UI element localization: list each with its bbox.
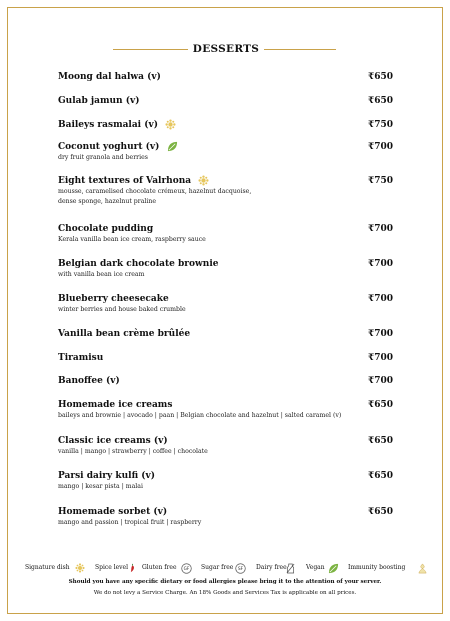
item-price: ₹700 (367, 376, 393, 386)
section-title: DESSERTS (192, 43, 260, 55)
menu-item (58, 375, 393, 387)
item-price: ₹650 (367, 96, 393, 106)
menu-item (58, 399, 393, 421)
legend-signature-label: Signature dish (25, 564, 70, 571)
legend-sugar-label: Sugar free (201, 564, 234, 571)
menu-item (58, 506, 393, 528)
item-name: Homemade ice creams (58, 400, 173, 410)
item-description: dry fruit granola and berries (58, 154, 148, 161)
dairy-free-icon (286, 563, 295, 574)
item-price: ₹650 (367, 400, 393, 410)
menu-item (58, 435, 393, 457)
vegan-leaf-icon (167, 141, 178, 152)
item-name-row (58, 175, 393, 187)
gluten-free-icon (181, 563, 192, 574)
item-description: with vanilla bean ice cream (58, 271, 145, 278)
immunity-icon (417, 563, 428, 574)
section-header (0, 43, 450, 57)
item-price: ₹700 (367, 224, 393, 234)
menu-item (58, 119, 393, 131)
item-description: baileys and brownie | avocado | paan | Belgian chocolate and hazelnut | salted caramel (v) (58, 412, 342, 419)
menu-item (58, 95, 393, 107)
item-name: Tiramisu (58, 353, 104, 363)
sugar-free-icon (235, 563, 246, 574)
item-description: mango | kesar pista | malai (58, 483, 143, 490)
menu-item (58, 328, 393, 340)
item-name: Classic ice creams (v) (58, 436, 168, 446)
item-name: Chocolate pudding (58, 224, 154, 234)
item-price: ₹650 (367, 436, 393, 446)
legend-spice-label: Spice level (95, 564, 129, 571)
item-description: mango and passion | tropical fruit | raspberry (58, 519, 202, 526)
item-description: winter berries and house baked crumble (58, 306, 186, 313)
item-price: ₹650 (367, 507, 393, 517)
item-price: ₹750 (367, 120, 393, 130)
item-name: Belgian dark chocolate brownie (58, 259, 219, 269)
item-price: ₹750 (367, 176, 393, 186)
item-price: ₹700 (367, 353, 393, 363)
item-price: ₹650 (367, 72, 393, 82)
item-name: Vanilla bean crème brûlée (58, 329, 191, 339)
item-name-row (58, 141, 393, 153)
item-name: Eight textures of Valrhona (58, 176, 192, 186)
allergy-note: Should you have any specific dietary or food allergies please bring it to the attention of your server. (68, 579, 382, 585)
item-name: Coconut yoghurt (v) (58, 142, 160, 152)
tax-note: We do not levy a Service Charge. An 18% Goods and Services Tax is applicable on all prices. (93, 590, 357, 596)
menu-item (58, 223, 393, 245)
menu-item (58, 141, 393, 163)
menu-item (58, 175, 393, 206)
vegan-leaf-icon (328, 563, 339, 574)
item-name-row (58, 119, 393, 131)
item-description: mousse, caramelised chocolate crémeux, hazelnut dacquoise, (58, 188, 252, 195)
legend-gluten-label: Gluten free (142, 564, 177, 571)
dietary-legend (25, 563, 435, 575)
item-name: Blueberry cheesecake (58, 294, 169, 304)
item-description-line2: dense sponge, hazelnut praline (58, 197, 157, 205)
menu-item (58, 258, 393, 280)
signature-icon (198, 175, 209, 186)
item-name: Baileys rasmalai (v) (58, 120, 158, 130)
menu-item (58, 71, 393, 83)
menu-item (58, 293, 393, 315)
item-name: Moong dal halwa (v) (58, 72, 161, 82)
signature-icon (75, 563, 85, 573)
item-price: ₹650 (367, 471, 393, 481)
chili-icon (129, 563, 136, 573)
legend-dairy-label: Dairy free (256, 564, 287, 571)
item-price: ₹700 (367, 259, 393, 269)
item-price: ₹700 (367, 142, 393, 152)
sugar-free-badge-text: SF (237, 566, 244, 572)
item-name: Homemade sorbet (v) (58, 507, 168, 517)
item-name: Parsi dairy kulfi (v) (58, 471, 155, 481)
item-price: ₹700 (367, 294, 393, 304)
title-rule-right (264, 49, 336, 50)
item-name: Banoffee (v) (58, 376, 120, 386)
legend-vegan-label: Vegan (306, 564, 325, 571)
title-rule-left (113, 49, 188, 50)
item-name: Gulab jamun (v) (58, 96, 140, 106)
gluten-free-badge-text: GF (183, 566, 190, 572)
menu-item (58, 470, 393, 492)
menu-item (58, 352, 393, 364)
item-description: Kerala vanilla bean ice cream, raspberry sauce (58, 236, 206, 243)
item-price: ₹700 (367, 329, 393, 339)
legend-immunity-label: Immunity boosting (348, 564, 406, 571)
signature-icon (165, 119, 176, 130)
item-description: vanilla | mango | strawberry | coffee | chocolate (58, 448, 208, 455)
